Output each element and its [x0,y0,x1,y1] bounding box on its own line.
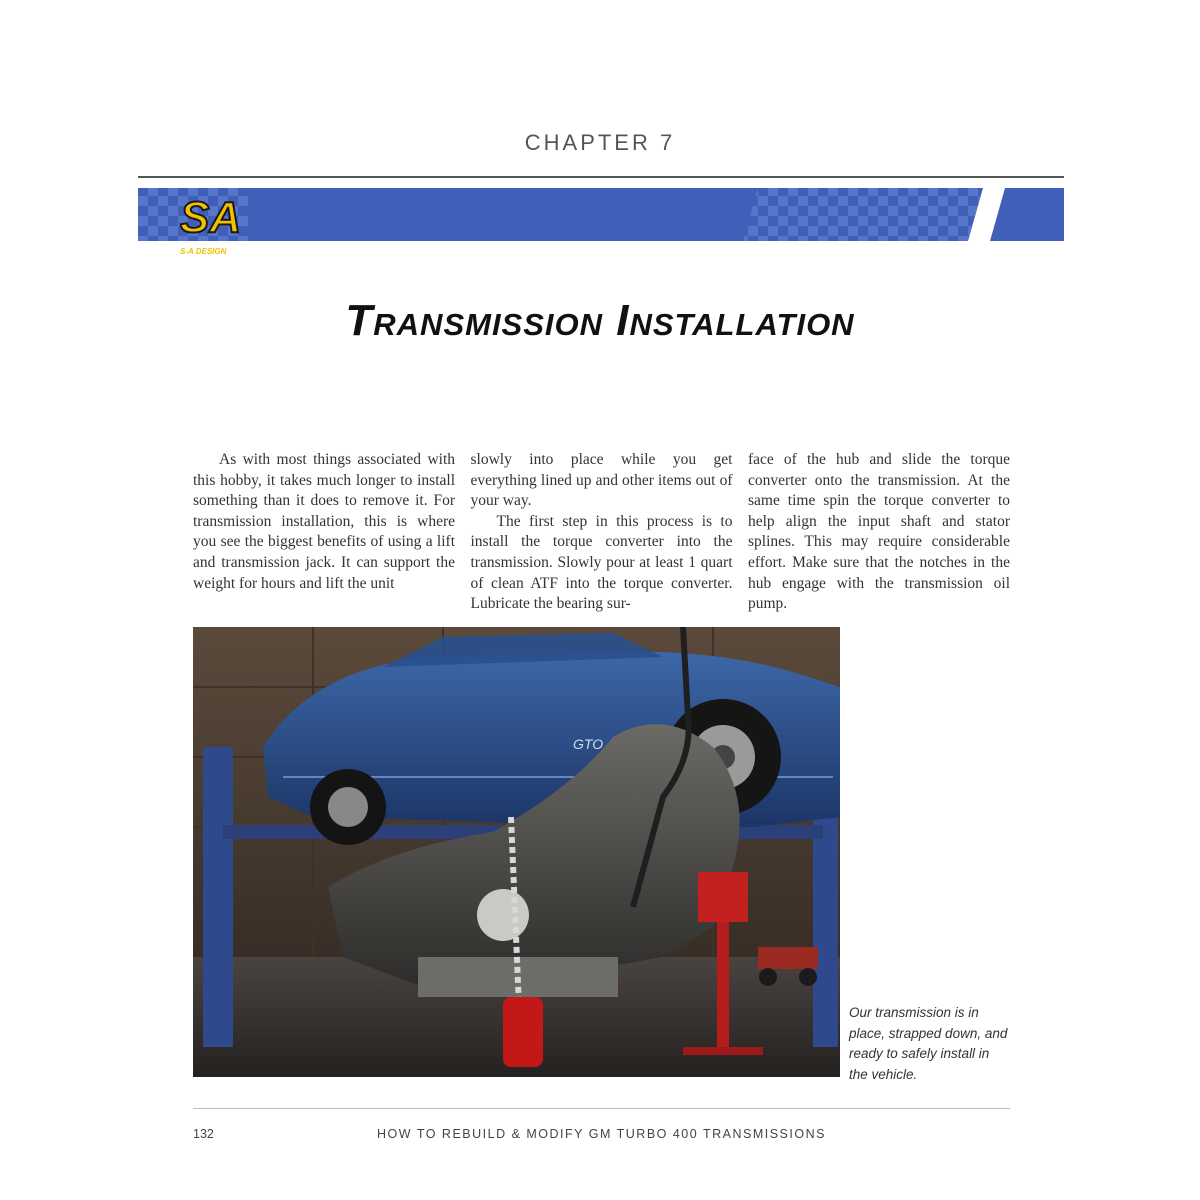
paragraph: The first step in this process is to install the torque converter into the transmission. Slowly pour at least 1 quart of clean ATF into the torque converter. Lubricate the bearing sur- [470,512,733,613]
banner-end-block [990,188,1064,241]
chapter-title: Transmission Installation [345,296,855,345]
transmission-photo [193,627,840,1077]
footer-rule [193,1108,1010,1109]
svg-text:S-A DESIGN: S-A DESIGN [180,247,227,256]
svg-text:SA: SA [180,193,242,242]
chapter-label: CHAPTER 7 [524,130,676,155]
svg-text:GTO: GTO [573,736,604,752]
text-column-1 [193,450,455,615]
paragraph: As with most things associated with this hobby, it takes much longer to install something than it does to remove it. For transmission installation, this is where you see the biggest benefits of using a lift and transmission jack. It can support the weight for hours and lift the unit [193,451,455,592]
text-column-3 [748,450,1010,615]
figure-caption: Our transmission is in place, strapped down, and ready to safely install in the vehicle. [849,1005,1008,1082]
paragraph: slowly into place while you get everything lined up and other items out of your way. [470,451,733,510]
sa-design-logo [180,193,241,256]
torque-converter [477,889,529,941]
chapter-banner [138,176,1064,256]
running-title: HOW TO REBUILD & MODIFY GM TURBO 400 TRANSMISSIONS [377,1127,826,1141]
page-number: 132 [193,1127,214,1141]
text-column-2 [471,450,733,615]
body-text [193,450,1010,615]
paragraph: face of the hub and slide the torque converter onto the transmission. At the same time spin the torque converter to help align the input shaft and stator splines. This may require considerable effort. Make sure that the notches in the hub engage with the transmission oil pump. [748,451,1010,613]
lift-post-left [203,747,233,1047]
